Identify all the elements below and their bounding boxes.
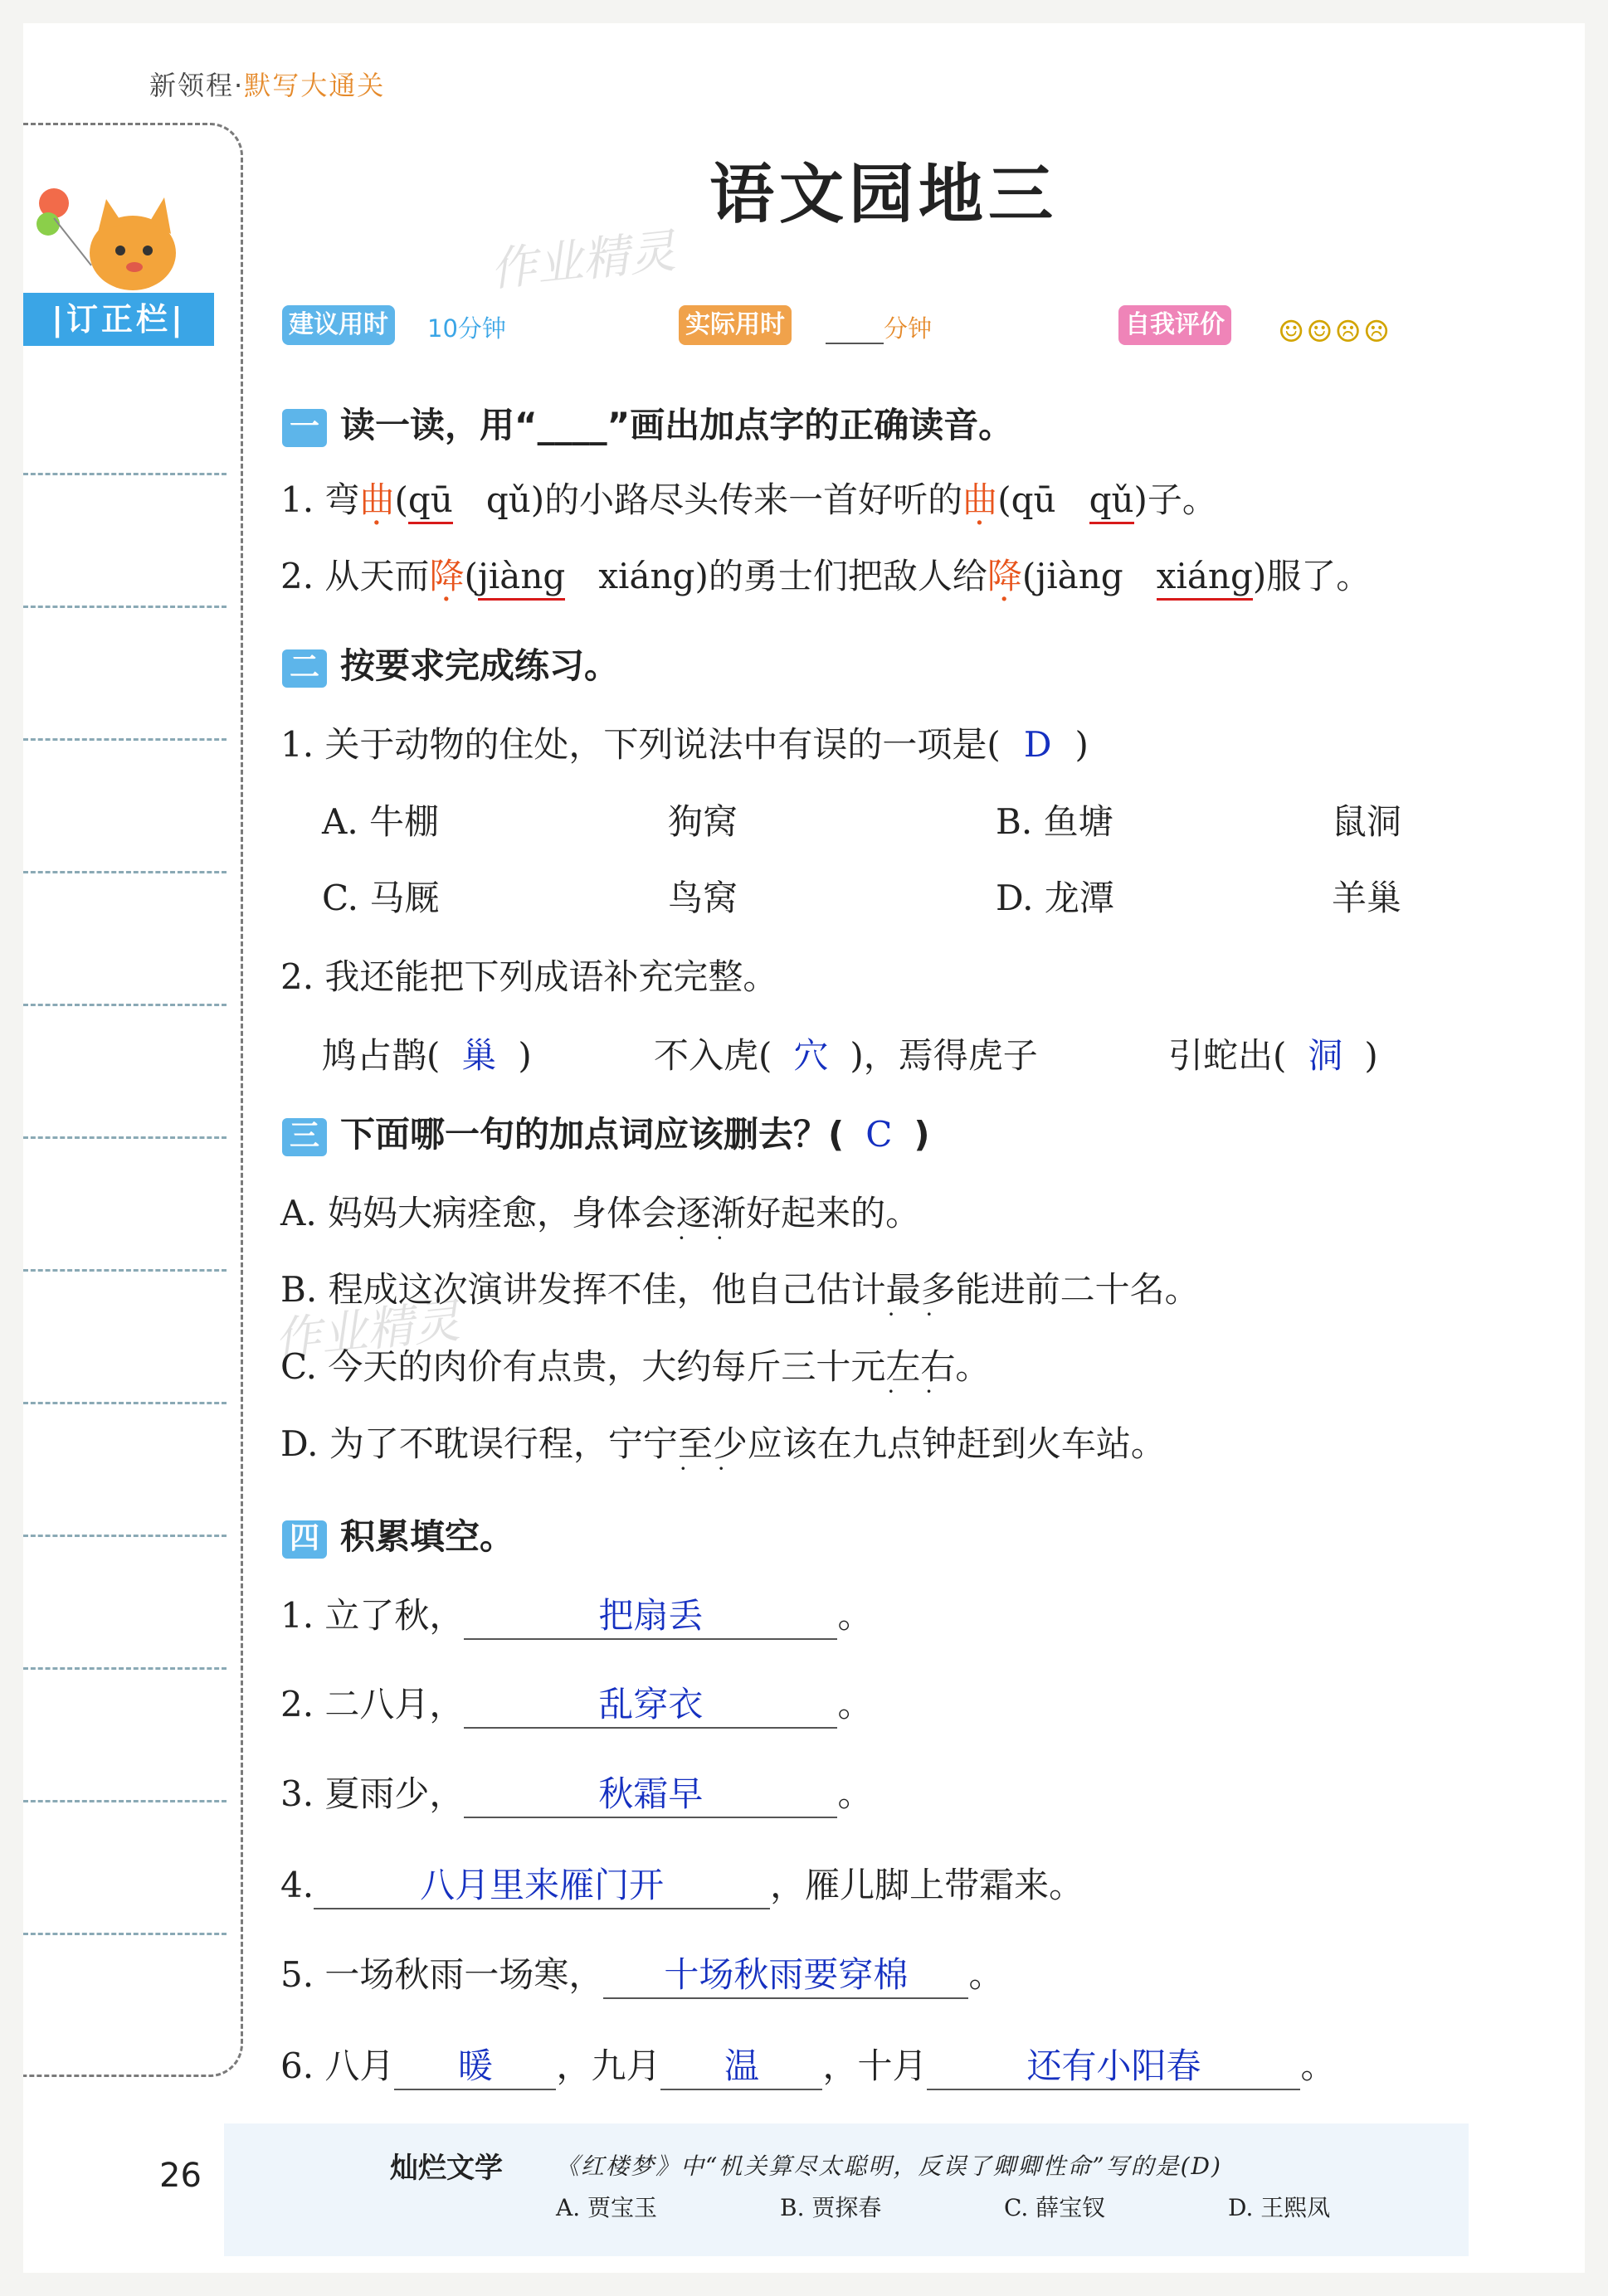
correction-line <box>23 1933 227 1935</box>
s4-answer-blank[interactable]: 十场秋雨要穿棉 <box>603 1948 968 1999</box>
section-3-paren: ) <box>914 1114 930 1155</box>
s4-item-3 <box>280 1767 872 1818</box>
s2-option: D. 龙潭 <box>996 878 1114 918</box>
s4-text: 2. 二八月， <box>280 1684 465 1724</box>
correction-line <box>23 1800 227 1802</box>
idiom-answer: 洞 <box>1308 1035 1343 1076</box>
s1-dotted-char: 曲 <box>962 479 998 520</box>
page-title: 语文园地三 <box>709 158 1059 232</box>
s4-text: 。 <box>968 1954 1004 1995</box>
header-separator: · <box>234 70 245 101</box>
correction-line <box>23 1004 227 1006</box>
s3-text: 能进前二十名。 <box>955 1269 1200 1310</box>
s2-option: 鸟窝 <box>668 878 738 918</box>
s2-question-2: 2. 我还能把下列成语补充完整。 <box>280 956 778 997</box>
s4-answer-blank[interactable]: 还有小阳春 <box>927 2039 1300 2090</box>
s4-item-2 <box>280 1677 872 1729</box>
s1-text: 2. 从天而 <box>280 556 430 596</box>
s3-text: 应该在九点钟赶到火车站。 <box>747 1423 1166 1464</box>
section-3-answer: C <box>865 1114 893 1155</box>
s4-answer-blank[interactable]: 把扇丢 <box>464 1588 837 1640</box>
s2-q1-paren: ) <box>1074 724 1089 765</box>
s2-idiom-3 <box>1168 1029 1378 1078</box>
footer-option: A. 贾宝玉 <box>556 2194 658 2221</box>
s3-dotted-word: 至少 · · <box>678 1423 748 1464</box>
s1-text: xiáng)的勇士们把敌人给 <box>598 556 987 596</box>
s3-text: C. 今天的肉价有点贵，大约每斤三十元 <box>280 1346 886 1387</box>
section-3-badge: 三 <box>282 1118 327 1156</box>
s1-dotted-char: 降 <box>987 556 1022 596</box>
section-2-heading <box>282 639 619 688</box>
suggested-time-value: 10分钟 <box>427 314 506 343</box>
s2-q1-answer: D <box>1023 724 1052 765</box>
self-eval-tag: 自我评价 <box>1118 305 1231 345</box>
s4-answer-blank[interactable]: 八月里来雁门开 <box>314 1858 770 1909</box>
s1-pinyin-answer: xiáng <box>1157 556 1253 601</box>
s4-text: 。 <box>1300 2045 1336 2086</box>
s2-option: A. 牛棚 <box>322 801 440 842</box>
s3-dotted-word: 左右 · · <box>885 1346 955 1387</box>
correction-line <box>23 871 227 873</box>
s4-text: ，九月 <box>556 2045 661 2086</box>
s1-pinyin-answer: qū <box>408 479 453 524</box>
s1-text: )的小路尽头传来一首好听的 <box>530 479 963 520</box>
correction-line <box>23 473 227 475</box>
watermark: 作业精灵 <box>487 224 679 298</box>
s4-item-6 <box>280 2039 1335 2090</box>
section-1-heading <box>282 398 1013 448</box>
s2-option: 羊巢 <box>1332 878 1402 918</box>
s1-pinyin-answer: jiàng <box>478 556 565 601</box>
correction-line <box>23 738 227 741</box>
idiom-text: ) <box>518 1035 532 1076</box>
correction-column-border <box>23 123 243 2077</box>
section-4-heading <box>282 1510 514 1559</box>
series-header <box>149 65 385 103</box>
s4-text: 。 <box>837 1773 873 1814</box>
s2-option: C. 马厩 <box>322 878 440 918</box>
section-3-title: 下面哪一句的加点词应该删去？( <box>340 1114 845 1155</box>
suggested-time-tag: 建议用时 <box>282 305 395 345</box>
s3-text: 好起来的。 <box>746 1193 921 1233</box>
series-subtitle: 默写大通关 <box>244 70 386 101</box>
s3-text: D. 为了不耽误行程，宁宁 <box>280 1423 678 1464</box>
s4-text: ，十月 <box>822 2045 928 2086</box>
footer-option: D. 王熙凤 <box>1228 2194 1331 2221</box>
s1-pinyin-option: (qū <box>997 479 1056 520</box>
self-eval-faces-icon[interactable]: ☺☺☹☹ <box>1278 315 1392 349</box>
s2-question-1 <box>280 718 1089 767</box>
cat-mascot-icon <box>25 174 199 299</box>
s2-option: 鼠洞 <box>1332 801 1402 842</box>
s3-option-c <box>280 1340 990 1389</box>
footer-option: B. 贾探春 <box>780 2194 882 2221</box>
section-3-heading <box>282 1107 930 1157</box>
s2-idiom-1 <box>322 1029 532 1078</box>
s3-option-d <box>280 1417 1166 1467</box>
s1-paren: ( <box>464 556 478 596</box>
s2-option: 狗窝 <box>668 801 738 842</box>
actual-time-tag: 实际用时 <box>679 305 792 345</box>
s1-pinyin-option: (jiàng <box>1021 556 1123 596</box>
idiom-answer: 巢 <box>461 1035 497 1076</box>
idiom-text: )，焉得虎子 <box>850 1035 1038 1076</box>
correction-label: |订正栏| <box>23 293 214 346</box>
section-1-title: 读一读，用“____”画出加点字的正确读音。 <box>340 405 1014 445</box>
section-1-badge: 一 <box>282 409 327 447</box>
correction-line <box>23 1269 227 1272</box>
section-4-title: 积累填空。 <box>340 1516 515 1557</box>
s1-line-2 <box>280 549 1371 599</box>
footer-option: C. 薛宝钗 <box>1004 2194 1106 2221</box>
idiom-answer: 穴 <box>793 1035 829 1076</box>
s3-option-b <box>280 1262 1200 1312</box>
s2-option: B. 鱼塘 <box>996 801 1113 842</box>
s4-text: 。 <box>837 1684 873 1724</box>
section-2-title: 按要求完成练习。 <box>340 645 620 686</box>
s4-item-1 <box>280 1588 872 1640</box>
section-2-badge: 二 <box>282 649 327 688</box>
s4-text: 4. <box>280 1865 314 1905</box>
s4-answer-blank[interactable]: 乱穿衣 <box>464 1677 837 1729</box>
s1-dotted-char: 降 <box>429 556 465 596</box>
watermark: 作业精灵 <box>271 1294 463 1368</box>
page-number: 26 <box>159 2157 202 2195</box>
s4-text: 5. 一场秋雨一场寒， <box>280 1954 604 1995</box>
s4-item-4 <box>280 1858 1084 1909</box>
s4-answer-blank[interactable]: 温 <box>660 2039 822 2090</box>
s1-text: )子。 <box>1133 479 1217 520</box>
s3-text: A. 妈妈大病痊愈，身体会 <box>280 1193 677 1233</box>
s3-dotted-word: 逐渐 · · <box>676 1193 746 1233</box>
idiom-text: ) <box>1364 1035 1378 1076</box>
s1-pinyin-answer: qǔ <box>1089 479 1134 524</box>
s1-pinyin-option: qǔ <box>485 479 531 520</box>
s1-line-1 <box>280 473 1217 523</box>
s1-paren: ( <box>394 479 408 520</box>
footer-column-title: 灿烂文学 <box>390 2152 503 2185</box>
s4-answer-blank[interactable]: 暖 <box>394 2039 556 2090</box>
idiom-text: 鸠占鹊( <box>322 1035 441 1076</box>
s1-dotted-char: 曲 <box>359 479 395 520</box>
s3-text: B. 程成这次演讲发挥不佳，他自己估计 <box>280 1269 886 1310</box>
footer-question: 《红楼梦》中“机关算尽太聪明，反误了卿卿性命”写的是(D) <box>556 2152 1222 2180</box>
correction-line <box>23 606 227 608</box>
correction-line <box>23 1136 227 1139</box>
s1-text: 1. 弯 <box>280 479 360 520</box>
correction-line <box>23 1535 227 1537</box>
correction-line <box>23 1667 227 1670</box>
s4-text: ，雁儿脚上带霜来。 <box>770 1865 1084 1905</box>
s4-text: 6. 八月 <box>280 2045 395 2086</box>
s2-idiom-2 <box>654 1029 1038 1078</box>
s2-q1-text: 1. 关于动物的住处，下列说法中有误的一项是( <box>280 724 1001 765</box>
s3-text: 。 <box>955 1346 991 1387</box>
s1-text: )服了。 <box>1252 556 1372 596</box>
idiom-text: 引蛇出( <box>1168 1035 1287 1076</box>
s4-text: 3. 夏雨少， <box>280 1773 465 1814</box>
idiom-text: 不入虎( <box>654 1035 772 1076</box>
series-name: 新领程 <box>149 70 235 101</box>
s4-text: 。 <box>837 1595 873 1636</box>
s4-item-5 <box>280 1948 1003 1999</box>
correction-line <box>23 1402 227 1404</box>
s3-option-a <box>280 1186 920 1236</box>
s4-text: 1. 立了秋， <box>280 1595 465 1636</box>
s3-dotted-word: 最多 · · <box>886 1269 956 1310</box>
actual-time-unit: 分钟 <box>884 314 933 343</box>
s4-answer-blank[interactable]: 秋霜早 <box>464 1767 837 1818</box>
section-4-badge: 四 <box>282 1520 327 1559</box>
actual-time-field[interactable] <box>826 310 932 344</box>
